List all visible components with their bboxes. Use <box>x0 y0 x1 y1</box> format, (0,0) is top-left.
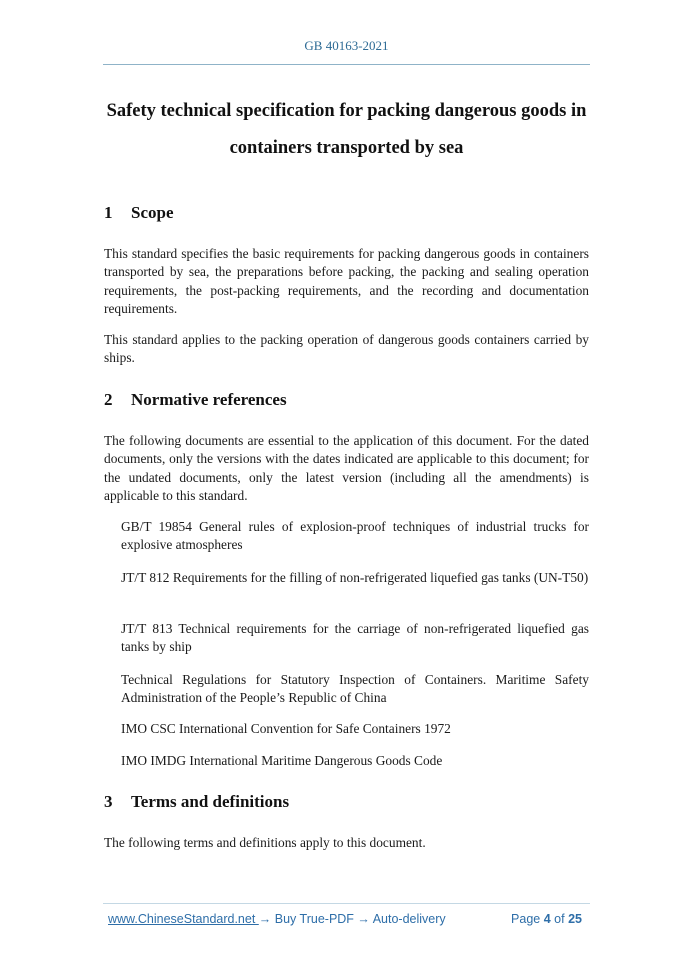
paragraph: This standard applies to the packing operation of dangerous goods containers carried by ships. <box>104 332 589 366</box>
reference-text: JT/T 813 Technical requirements for the carriage of non-refrigerated liquefied gas tanks by ship <box>121 621 589 655</box>
reference-item <box>121 671 589 708</box>
section-heading-normative-references <box>104 390 287 410</box>
reference-text: Technical Regulations for Statutory Inspection of Containers. Maritime Safety Administration of the People’s Republic of China <box>121 672 589 706</box>
paragraph: The following documents are essential to the application of this document. For the dated documents, only the versions with the dates indicated are applicable to this document; for the undated documents, only the latest version (including all the amendments) is applicable to this standard. <box>104 433 589 504</box>
normative-references-intro <box>104 432 589 506</box>
paragraph: The following terms and definitions apply to this document. <box>104 835 426 850</box>
header-divider <box>103 64 590 65</box>
section-title: Scope <box>131 203 174 222</box>
scope-body-2 <box>104 331 589 368</box>
section-title: Normative references <box>131 390 287 409</box>
reference-text: JT/T 812 Requirements for the filling of non-refrigerated liquefied gas tanks (UN-T50) <box>121 570 589 585</box>
section-heading-terms-and-definitions <box>104 792 289 812</box>
document-title <box>103 93 590 167</box>
website-link[interactable]: www.ChineseStandard.net <box>108 912 259 926</box>
section-title: Terms and definitions <box>131 792 290 811</box>
terms-intro <box>104 834 589 852</box>
document-title-line-2: containers transported by sea <box>229 138 464 158</box>
total-pages-number: 25 <box>568 912 582 926</box>
reference-item <box>121 518 589 555</box>
current-page-number: 4 <box>543 912 551 926</box>
section-number: 3 <box>104 792 113 811</box>
section-number: 1 <box>104 203 113 222</box>
document-title-line-1: Safety technical specification for packing dangerous goods in <box>106 101 587 121</box>
paragraph: This standard specifies the basic requirements for packing dangerous goods in containers transported by sea, the preparations before packing, the packing and sealing operation requirements, the post-packing requirements, and the recording and documentation requirements. <box>104 246 589 317</box>
reference-item <box>121 620 589 657</box>
buy-pdf-text: Buy True-PDF <box>271 912 358 926</box>
page-of-label: of <box>554 912 565 926</box>
reference-text: IMO IMDG International Maritime Dangerous Goods Code <box>121 753 443 768</box>
section-number: 2 <box>104 390 113 409</box>
section-heading-scope <box>104 203 174 223</box>
reference-item <box>121 752 589 770</box>
arrow-right-icon: → <box>357 912 370 926</box>
reference-text: IMO CSC International Convention for Safe Containers 1972 <box>121 721 451 736</box>
reference-item <box>121 720 589 738</box>
scope-body <box>104 245 589 319</box>
footer-divider <box>103 903 590 904</box>
reference-item <box>121 569 589 587</box>
page-indicator <box>511 912 582 926</box>
standard-code-header: GB 40163-2021 <box>304 38 389 53</box>
page-footer <box>108 912 586 926</box>
auto-delivery-text: Auto-delivery <box>369 912 446 926</box>
reference-text: GB/T 19854 General rules of explosion-proof techniques of industrial trucks for explosive atmospheres <box>121 519 589 553</box>
arrow-right-icon: → <box>258 912 272 926</box>
page-label: Page <box>511 912 541 926</box>
